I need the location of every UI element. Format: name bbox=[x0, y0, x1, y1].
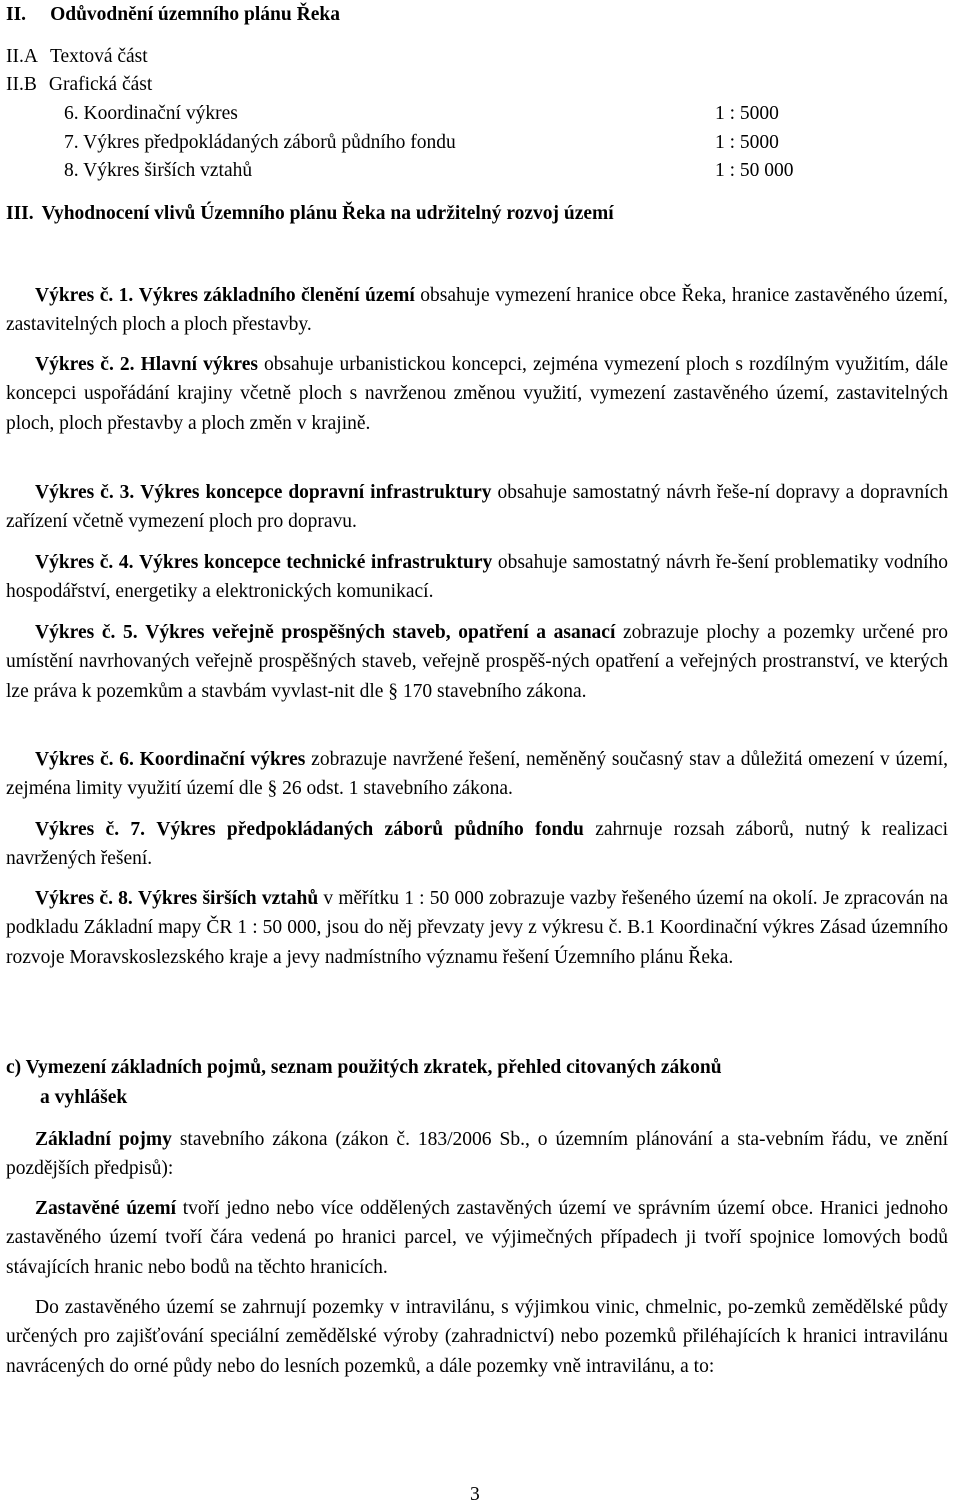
drawing-desc-1 bbox=[6, 281, 948, 340]
drawing-scale: 1 : 50 000 bbox=[715, 160, 794, 181]
drawing-text: obsahuje vymezení hranice obce Řeka, hranice zastavěného území, zastavitelných ploch a ploch přestavby. bbox=[6, 285, 948, 336]
term-bold: Základní pojmy bbox=[35, 1129, 172, 1150]
drawing-label: Výkres č. 3. bbox=[35, 482, 135, 503]
drawing-name: Výkres koncepce dopravní infrastruktury bbox=[140, 482, 492, 503]
section-c-paragraph-3: Do zastavěného území se zahrnují pozemky v intravilánu, s výjimkou vinic, chmelnic, po-zemků zemědělské půdy určených pro zajišťování speciální zemědělské výroby (zahradnictví) nebo pozemků přiléhajících k hranici intravilánu navrácených do orné půdy nebo do lesních pozemků, a dále pozemky vně intravilánu, a to: bbox=[6, 1297, 948, 1377]
drawing-name: Výkres veřejně prospěšných staveb, opatření a asanací bbox=[145, 622, 616, 643]
section-iia-text: Textová část bbox=[49, 46, 148, 67]
section-iii-title: Vyhodnocení vlivů Územního plánu Řeka na udržitelný rozvoj území bbox=[41, 203, 614, 224]
drawing-label: Výkres č. 4. bbox=[35, 552, 134, 573]
section-iia-line bbox=[6, 44, 148, 70]
section-c-paragraph-1 bbox=[6, 1125, 948, 1184]
drawing-text: obsahuje urbanistickou koncepci, zejména vymezení ploch s rozdílným využitím, dále koncepci uspořádání krajiny včetně ploch s navrženou změnou využití, vymezení zastavěného území, zastavitelných ploch, ploch přestavby a ploch změn v krajině. bbox=[6, 354, 949, 434]
drawing-desc-3 bbox=[6, 478, 948, 537]
drawing-text: v měřítku 1 : 50 000 zobrazuje vazby řešeného území na okolí. Je zpracován na podkladu Základní mapy ČR 1 : 50 000, jsou do něj převzaty jevy z výkresu č. B.1 Koordinační výkres Zásad územního rozvoje Moravskoslezského kraje a jevy nadmístního významu řešení Územního plánu Řeka. bbox=[6, 888, 949, 968]
drawing-label: Výkres č. 8. bbox=[35, 888, 133, 909]
drawing-name: Výkres základního členění území bbox=[138, 285, 415, 306]
drawing-label: Výkres č. 7. bbox=[35, 819, 146, 840]
section-iib-line bbox=[6, 72, 152, 98]
drawing-scale: 1 : 5000 bbox=[715, 132, 779, 153]
drawing-scale: 1 : 5000 bbox=[715, 103, 779, 124]
drawing-desc-8 bbox=[6, 884, 948, 972]
section-iib-label: II.B bbox=[6, 74, 37, 95]
drawing-label: Výkres č. 1. bbox=[35, 285, 134, 306]
paragraph-text: stavebního zákona (zákon č. 183/2006 Sb., o územním plánování a sta-vebním řádu, ve znění pozdějších předpisů): bbox=[6, 1129, 948, 1180]
section-iib-text: Grafická část bbox=[48, 74, 153, 95]
drawing-label: Výkres č. 2. bbox=[35, 354, 135, 375]
drawing-text: zobrazuje navržené řešení, neměněný současný stav a důležitá omezení v území, zejména limity využití území dle § 26 odst. 1 stavebního zákona. bbox=[6, 749, 948, 800]
drawing-label: Výkres č. 6. bbox=[35, 749, 134, 770]
drawing-desc-6 bbox=[6, 745, 948, 804]
drawing-list-item: 8. Výkres širších vztahů bbox=[64, 160, 253, 181]
drawing-desc-2 bbox=[6, 350, 948, 438]
section-c-heading-line1: c) Vymezení základních pojmů, seznam použitých zkratek, přehled citovaných zákonů bbox=[6, 1057, 722, 1078]
term-bold: Zastavěné území bbox=[35, 1198, 177, 1219]
drawing-text: zahrnuje rozsah záborů, nutný k realizaci navržených řešení. bbox=[6, 819, 948, 870]
section-c-paragraph-2 bbox=[6, 1194, 948, 1282]
drawing-name: Výkres širších vztahů bbox=[138, 888, 319, 909]
drawing-name: Výkres koncepce technické infrastruktury bbox=[139, 552, 493, 573]
drawing-list-item: 7. Výkres předpokládaných záborů půdního fondu bbox=[64, 132, 456, 153]
section-iii-number: III. bbox=[6, 203, 34, 224]
drawing-text: obsahuje samostatný návrh ře-šení problematiky vodního hospodářství, energetiky a elektronických komunikací. bbox=[6, 552, 949, 603]
section-c-heading-line2: a vyhlášek bbox=[40, 1087, 128, 1108]
drawing-text: zobrazuje plochy a pozemky určené pro umístění navrhovaných veřejně prospěšných staveb, veřejně prospěš-ných opatření a veřejných prostranství, ve kterých lze práva k pozemkům a stavbám vyvlast-nit dle § 170 stavebního zákona. bbox=[6, 622, 948, 702]
section-ii-title: Odůvodnění územního plánu Řeka bbox=[50, 4, 340, 25]
drawing-label: Výkres č. 5. bbox=[35, 622, 138, 643]
drawing-desc-5 bbox=[6, 618, 948, 706]
section-iii-heading bbox=[6, 201, 614, 227]
section-iia-label: II.A bbox=[6, 46, 38, 67]
drawing-desc-4 bbox=[6, 548, 948, 607]
drawing-list-item: 6. Koordinační výkres bbox=[64, 103, 238, 124]
drawing-text: obsahuje samostatný návrh řeše-ní dopravy a dopravních zařízení včetně vymezení ploch pro dopravu. bbox=[6, 482, 948, 533]
drawing-name: Výkres předpokládaných záborů půdního fondu bbox=[156, 819, 584, 840]
paragraph-text: tvoří jedno nebo více oddělených zastavěných území ve správním území obce. Hranici jednoho zastavěného území tvoří čára vedená po hranici parcel, ve výjimečných případech ji tvoří spojnice lomových bodů stávajících hranic nebo bodů na těchto hranicích. bbox=[6, 1198, 949, 1278]
drawing-name: Hlavní výkres bbox=[140, 354, 258, 375]
drawing-desc-7 bbox=[6, 815, 948, 874]
section-ii-number: II. bbox=[6, 4, 27, 25]
page-number: 3 bbox=[470, 1484, 480, 1505]
section-ii-heading bbox=[6, 2, 340, 28]
drawing-name: Koordinační výkres bbox=[139, 749, 306, 770]
